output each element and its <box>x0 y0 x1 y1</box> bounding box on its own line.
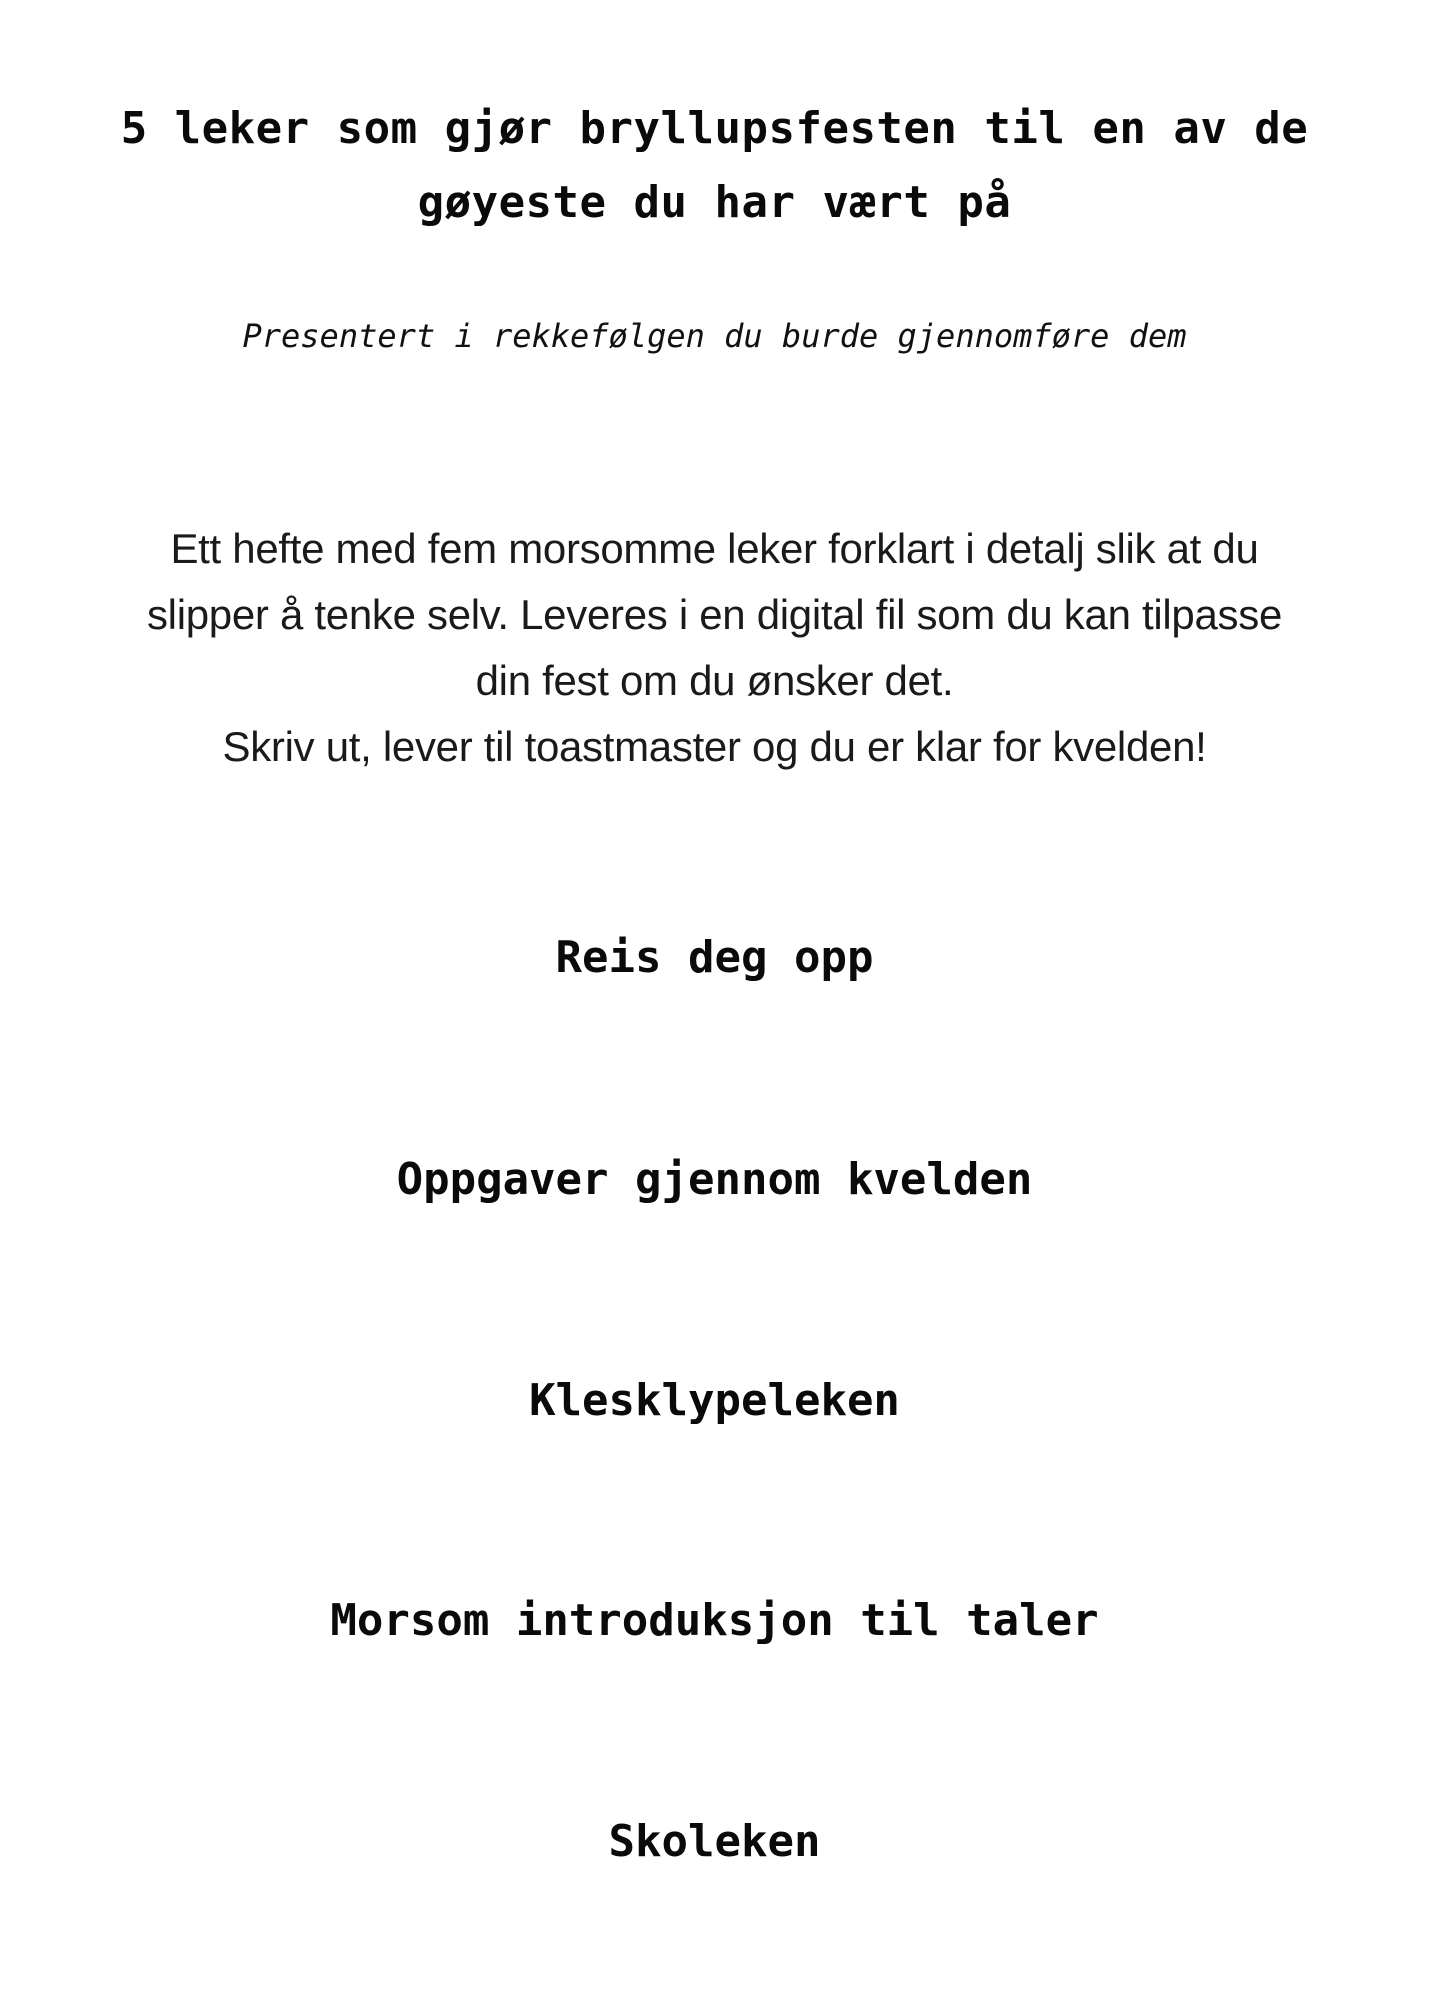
title-line-2: gøyeste du har vært på <box>417 177 1012 228</box>
game-item-oppgaver-gjennom-kvelden: Oppgaver gjennom kvelden <box>396 1154 1033 1205</box>
description-line-4: Skriv ut, lever til toastmaster og du er klar for kvelden! <box>222 723 1207 770</box>
description-line-2: slipper å tenke selv. Leveres i en digital fil som du kan tilpasse <box>146 591 1283 638</box>
page-subtitle: Presentert i rekkefølgen du burde gjennomføre dem <box>242 317 1187 355</box>
title-line-1: 5 leker som gjør bryllupsfesten til en av de <box>120 103 1309 154</box>
game-item-reis-deg-opp: Reis deg opp <box>555 932 874 983</box>
game-item-klesklypeleken: Klesklypeleken <box>529 1375 900 1426</box>
game-item-skoleken: Skoleken <box>608 1816 821 1867</box>
game-item-morsom-introduksjon: Morsom introduksjon til taler <box>330 1595 1099 1646</box>
description-line-1: Ett hefte med fem morsomme leker forklart i detalj slik at du <box>170 525 1259 572</box>
description-line-3: din fest om du ønsker det. <box>475 657 954 704</box>
